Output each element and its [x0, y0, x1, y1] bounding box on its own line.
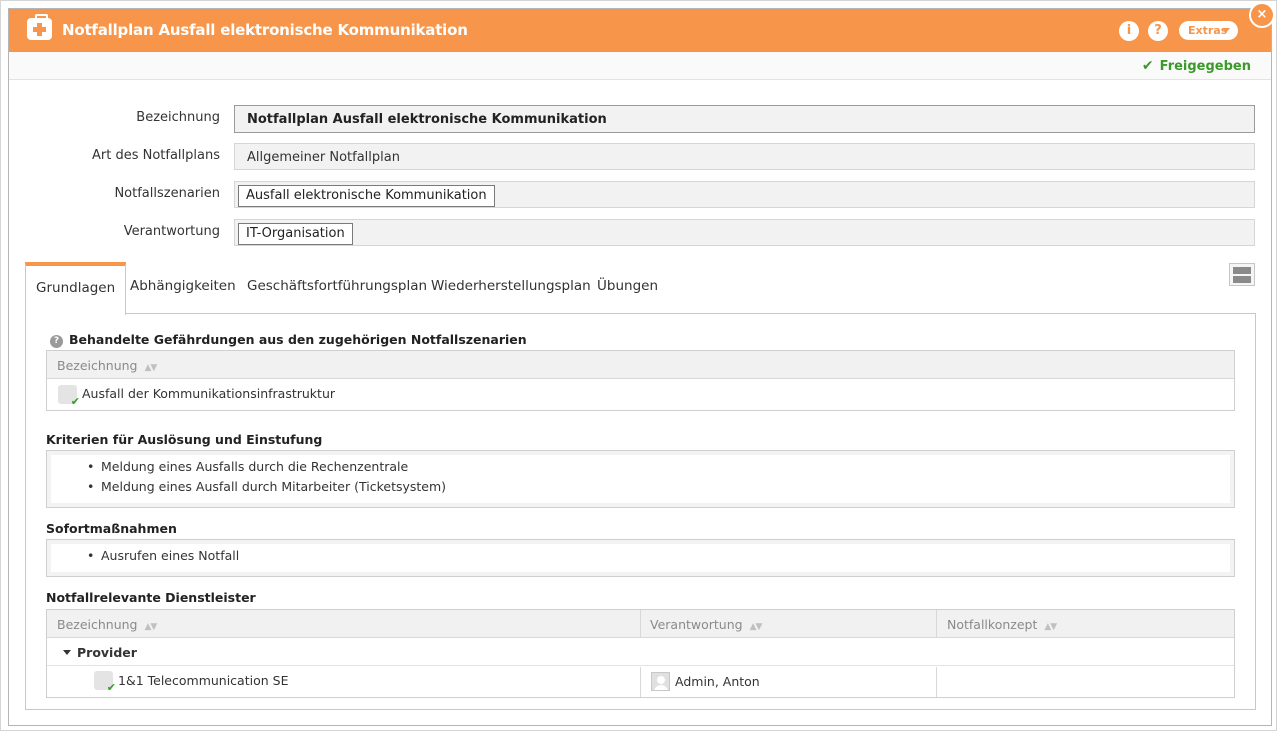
group-label: Provider: [63, 645, 137, 660]
tab-uebungen[interactable]: Übungen: [597, 278, 658, 294]
provider-approved-icon: ✔: [94, 671, 113, 690]
collapse-icon[interactable]: [63, 650, 71, 655]
verantwortung-tag[interactable]: IT-Organisation: [238, 223, 353, 245]
column-notfallkonzept[interactable]: Notfallkonzept ▲▼: [947, 617, 1057, 632]
close-button[interactable]: [1249, 2, 1275, 28]
sort-icon[interactable]: ▲▼: [144, 622, 157, 632]
verantwortung-label: Verantwortung: [123, 224, 220, 239]
art-label: Art des Notfallplans: [91, 148, 220, 163]
verantwortung-value: Admin, Anton: [675, 674, 760, 689]
szenario-tag[interactable]: Ausfall elektronische Kommunikation: [238, 185, 495, 207]
threat-approved-icon: ✔: [58, 385, 77, 404]
status-text: Freigegeben: [1159, 59, 1251, 74]
tab-geschaeftsfortfuehrungsplan[interactable]: Geschäftsfortführungsplan: [247, 278, 428, 294]
info-icon: i: [1126, 23, 1132, 38]
dienstleister-table: [46, 609, 1235, 698]
bezeichnung-field[interactable]: [234, 105, 1255, 133]
art-value: Allgemeiner Notfallplan: [247, 150, 400, 165]
column-bezeichnung[interactable]: Bezeichnung ▲▼: [57, 358, 157, 373]
dialog-title: Notfallplan Ausfall elektronische Kommunikation: [62, 21, 468, 39]
table-header: [47, 351, 1234, 379]
provider-name: 1&1 Telecommunication SE: [118, 673, 289, 688]
info-button[interactable]: [1119, 21, 1139, 41]
help-icon: ?: [1154, 23, 1162, 38]
column-verantwortung[interactable]: Verantwortung ▲▼: [650, 617, 762, 632]
title-bar: [9, 9, 1271, 52]
tab-grundlagen[interactable]: Grundlagen: [25, 262, 126, 315]
bezeichnung-value: Notfallplan Ausfall elektronische Kommunikation: [247, 112, 607, 127]
avatar: [651, 672, 670, 691]
layout-toggle-button[interactable]: [1229, 263, 1255, 286]
status-badge: [1142, 58, 1251, 74]
sort-icon[interactable]: ▲▼: [749, 622, 762, 632]
first-aid-kit-icon: [27, 18, 52, 40]
verantwortung-field[interactable]: [234, 219, 1255, 246]
table-row[interactable]: Ausfall der Kommunikationsinfrastruktur: [82, 386, 336, 401]
art-field[interactable]: [234, 143, 1255, 170]
group-row-provider[interactable]: [47, 638, 1234, 666]
help-button[interactable]: [1148, 21, 1168, 41]
gefaehrdungen-title: ? Behandelte Gefährdungen aus den zugehörigen Notfallszenarien: [50, 332, 527, 348]
tab-abhaengigkeiten[interactable]: Abhängigkeiten: [130, 278, 236, 294]
tab-wiederherstellungsplan[interactable]: Wiederherstellungsplan: [431, 278, 591, 294]
close-icon: ×: [1256, 7, 1268, 22]
szenarien-field[interactable]: [234, 181, 1255, 208]
sort-icon[interactable]: ▲▼: [144, 363, 157, 373]
extras-label: Extras: [1188, 24, 1228, 37]
layout-rows-icon: [1233, 267, 1251, 274]
column-bezeichnung[interactable]: Bezeichnung ▲▼: [57, 617, 157, 632]
check-icon: ✔: [1141, 58, 1154, 74]
sofort-title: Sofortmaßnahmen: [46, 521, 177, 536]
list-item: • Meldung eines Ausfall durch Mitarbeiter (Ticketsystem): [101, 479, 446, 494]
bezeichnung-label: Bezeichnung: [136, 110, 220, 125]
list-item: • Meldung eines Ausfalls durch die Rechenzentrale: [101, 459, 408, 474]
sort-icon[interactable]: ▲▼: [1044, 622, 1057, 632]
caret-down-icon: [1222, 28, 1230, 33]
status-bar: [9, 52, 1271, 80]
list-item: • Ausrufen eines Notfall: [101, 548, 239, 563]
sofort-textbox[interactable]: [46, 539, 1235, 577]
tab-content-grundlagen: [25, 313, 1256, 710]
table-row[interactable]: [47, 667, 1234, 697]
szenarien-label: Notfallszenarien: [114, 186, 220, 201]
kriterien-textbox[interactable]: [46, 450, 1235, 508]
dialog-window: [8, 8, 1272, 726]
kriterien-title: Kriterien für Auslösung und Einstufung: [46, 432, 323, 447]
extras-button[interactable]: [1179, 21, 1238, 40]
gefaehrdungen-table: [46, 350, 1235, 411]
help-circle-icon[interactable]: ?: [50, 335, 63, 348]
dienstleister-title: Notfallrelevante Dienstleister: [46, 590, 256, 605]
